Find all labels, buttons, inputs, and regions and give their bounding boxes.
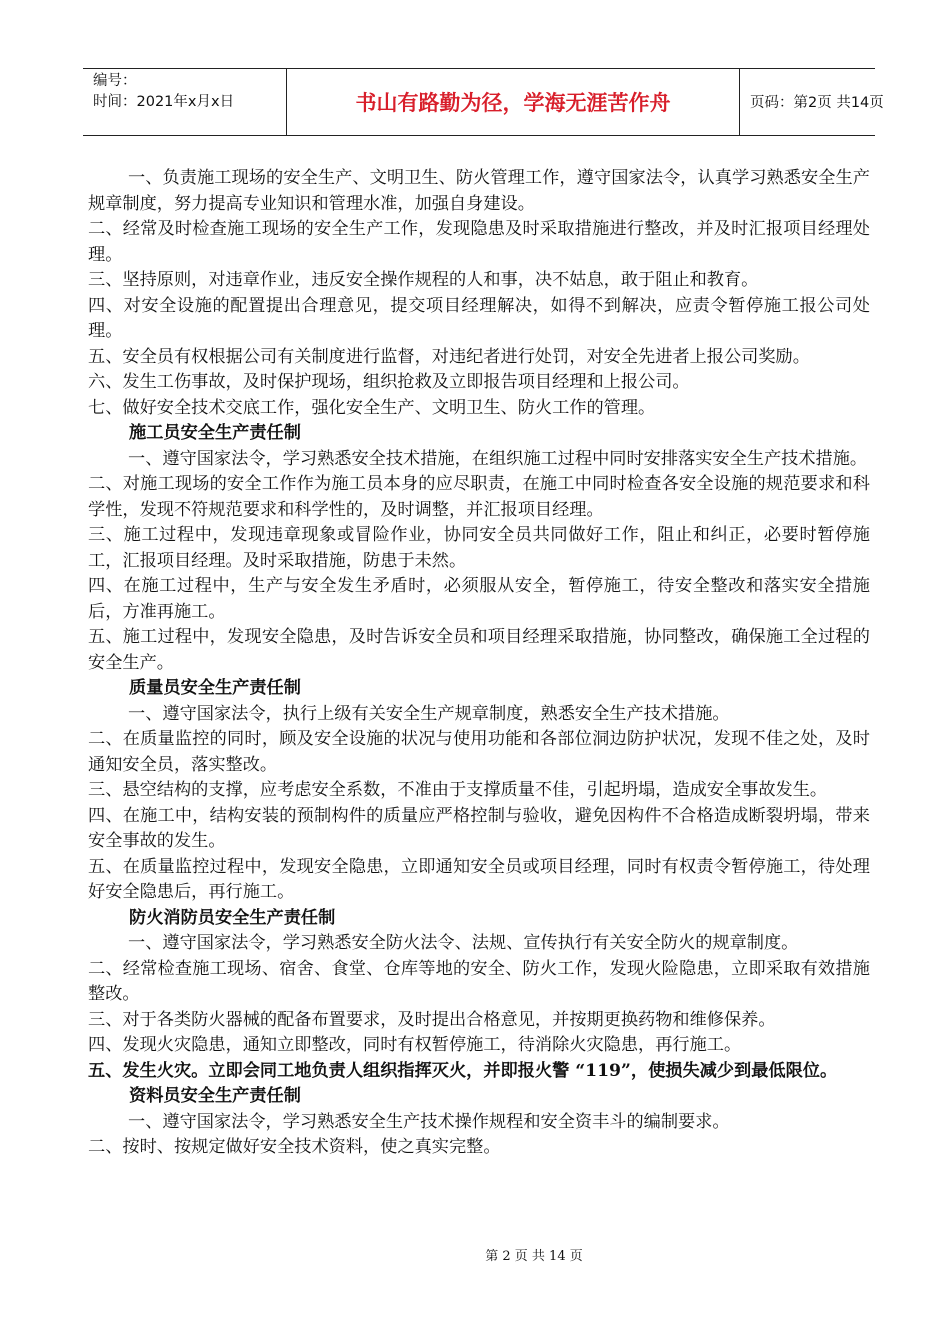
paragraph: 二、经常及时检查施工现场的安全生产工作，发现隐患及时采取措施进行整改，并及时汇报项目经理处理。 <box>88 219 870 265</box>
paragraph: 一、遵守国家法令，学习熟悉安全防火法令、法规、宣传执行有关安全防火的规章制度。 <box>128 933 799 953</box>
paragraph: 一、负责施工现场的安全生产、文明卫生、防火管理工作，遵守国家法令，认真学习熟悉安全生产规章制度，努力提高专业知识和管理水准，加强自身建设。 <box>88 168 870 214</box>
document-date: 时间：2021年x月x日 <box>93 94 235 110</box>
paragraph: 四、在施工过程中，生产与安全发生矛盾时，必须服从安全，暂停施工，待安全整改和落实安全措施后，方准再施工。 <box>88 576 870 622</box>
paragraph: 三、对于各类防火器械的配备布置要求，及时提出合格意见，并按期更换药物和维修保养。 <box>88 1009 776 1030</box>
document-body <box>88 166 870 1161</box>
paragraph: 二、在质量监控的同时，顾及安全设施的状况与使用功能和各部位洞边防护状况，发现不佳之处，及时通知安全员，落实整改。 <box>88 729 870 775</box>
paragraph-bold: 五、发生火灾。立即会同工地负责人组织指挥灭火，并即报火警 “119”，使损失减少到最低限位。 <box>88 1060 838 1081</box>
paragraph: 五、在质量监控过程中，发现安全隐患，立即通知安全员或项目经理，同时有权责令暂停施工，待处理好安全隐患后，再行施工。 <box>88 856 870 902</box>
paragraph: 四、对安全设施的配置提出合理意见，提交项目经理解决，如得不到解决，应责令暂停施工报公司处理。 <box>88 295 870 341</box>
paragraph: 二、对施工现场的安全工作作为施工员本身的应尽职责，在施工中同时检查各安全设施的规范要求和科学性，发现不符规范要求和科学性的，及时调整，并汇报项目经理。 <box>88 474 870 520</box>
header-meta <box>83 69 286 135</box>
paragraph: 三、施工过程中，发现违章现象或冒险作业，协同安全员共同做好工作，阻止和纠正，必要时暂停施工，汇报项目经理。及时采取措施，防患于未然。 <box>88 525 870 571</box>
document-number: 编号： <box>93 73 137 89</box>
section-heading: 资料员安全生产责任制 <box>129 1086 301 1106</box>
page-footer: 第 2 页 共 14 页 <box>485 1249 583 1264</box>
paragraph: 七、做好安全技术交底工作，强化安全生产、文明卫生、防火工作的管理。 <box>88 397 656 418</box>
paragraph: 六、发生工伤事故，及时保护现场，组织抢救及立即报告项目经理和上报公司。 <box>88 372 690 392</box>
header-page-number: 页码：第2页 共14页 <box>750 95 884 111</box>
paragraph: 二、按时、按规定做好安全技术资料，使之真实完整。 <box>88 1137 501 1157</box>
paragraph: 三、悬空结构的支撑，应考虑安全系数，不准由于支撑质量不佳，引起坍塌，造成安全事故发生。 <box>88 780 828 800</box>
paragraph: 一、遵守国家法令，学习熟悉安全生产技术操作规程和安全资丰斗的编制要求。 <box>128 1111 730 1132</box>
paragraph: 二、经常检查施工现场、宿舍、食堂、仓库等地的安全、防火工作，发现火险隐患，立即采取有效措施整改。 <box>88 958 870 1004</box>
paragraph: 四、发现火灾隐患，通知立即整改，同时有权暂停施工，待消除火灾隐患，再行施工。 <box>88 1035 742 1055</box>
section-heading: 施工员安全生产责任制 <box>129 423 301 443</box>
paragraph: 五、安全员有权根据公司有关制度进行监督，对违纪者进行处罚，对安全先进者上报公司奖励。 <box>88 346 810 367</box>
header-motto: 书山有路勤为径，学海无涯苦作舟 <box>286 69 740 135</box>
paragraph: 一、遵守国家法令，学习熟悉安全技术措施，在组织施工过程中同时安排落实安全生产技术措施。 <box>128 448 868 469</box>
paragraph: 五、施工过程中，发现安全隐患，及时告诉安全员和项目经理采取措施，协同整改，确保施工全过程的安全生产。 <box>88 627 870 673</box>
paragraph: 一、遵守国家法令，执行上级有关安全生产规章制度，熟悉安全生产技术措施。 <box>128 703 730 724</box>
page-header <box>83 68 884 136</box>
paragraph: 四、在施工中，结构安装的预制构件的质量应严格控制与验收，避免因构件不合格造成断裂坍塌，带来安全事故的发生。 <box>88 805 870 851</box>
section-heading: 质量员安全生产责任制 <box>129 678 301 698</box>
section-heading: 防火消防员安全生产责任制 <box>129 907 336 928</box>
paragraph: 三、坚持原则，对违章作业，违反安全操作规程的人和事，决不姑息，敢于阻止和教育。 <box>88 270 759 290</box>
